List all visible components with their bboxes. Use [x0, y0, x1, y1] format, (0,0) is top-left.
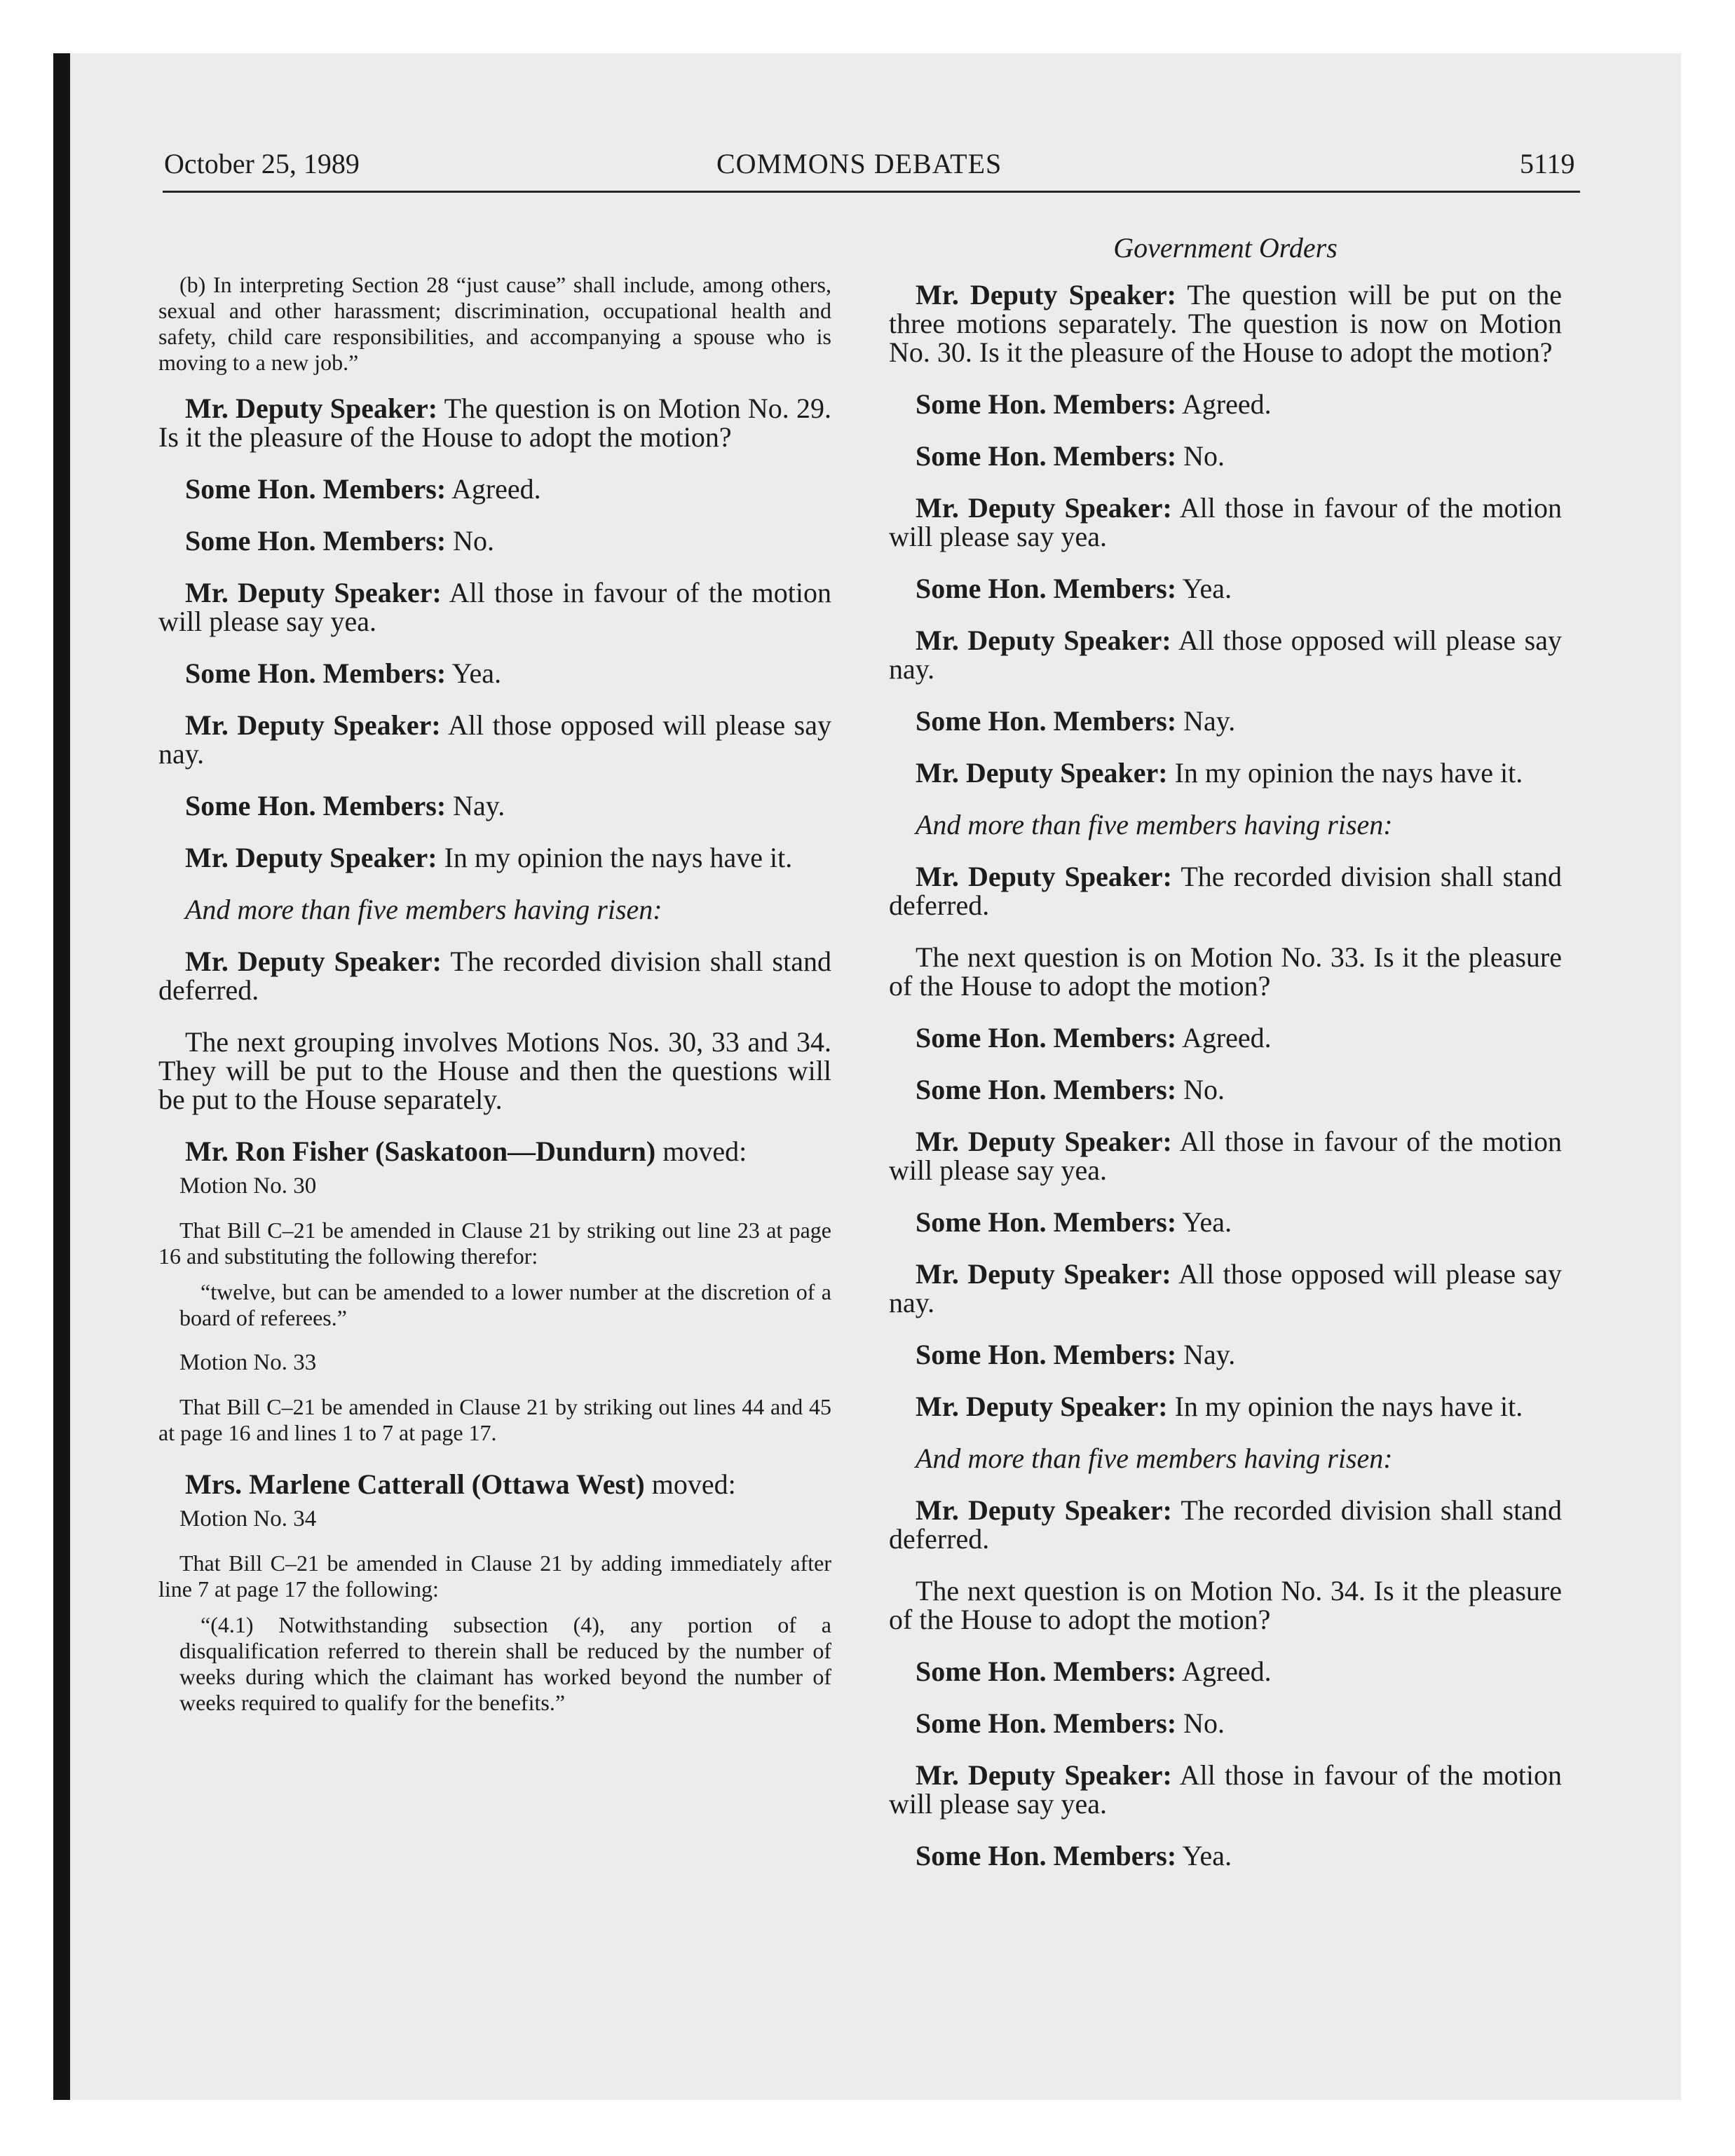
speech-continuation: The next question is on Motion No. 34. Is it the pleasure of the House to adopt the motion? [889, 1575, 1562, 1635]
speaker-name: Mr. Deputy Speaker: [916, 1759, 1172, 1791]
speech-text: The question is on Motion No. 29. Is it the pleasure of the House to adopt the motion? [158, 393, 832, 453]
speaker-name: Mr. Deputy Speaker: [916, 861, 1172, 892]
amendment-text: (b) In interpreting Section 28 “just cause” shall include, among others, sexual and other harassment; discrimination, occupational health and safety, child care responsibilities, and accompanying a spouse who is moving to a new job.” [158, 272, 831, 375]
motion-text: That Bill C–21 be amended in Clause 21 by striking out lines 44 and 45 at page 16 and lines 1 to 7 at page 17. [158, 1394, 831, 1445]
page-title: COMMONS DEBATES [716, 148, 1002, 179]
speech-text: In my opinion the nays have it. [1167, 1391, 1523, 1422]
speech-text: All those opposed will please say nay. [889, 1258, 1562, 1318]
speaker-name: Mr. Deputy Speaker: [916, 1494, 1172, 1526]
speech-text: All those in favour of the motion will please say yea. [889, 1126, 1563, 1186]
speech [889, 626, 1562, 683]
speech-text: The recorded division shall stand deferred. [889, 861, 1562, 921]
speech-text: The question will be put on the three motions separately. The question is now on Motion No. 30. Is it the pleasure of the House to adopt the motion? [889, 279, 1562, 368]
speech-text: All those in favour of the motion will please say yea. [158, 577, 832, 637]
scan-border [53, 53, 70, 2100]
speech [889, 1260, 1562, 1317]
speaker-name: Some Hon. Members: [916, 1074, 1177, 1105]
speech-text: No. [446, 525, 495, 557]
speaker-name: Mr. Deputy Speaker: [916, 1391, 1168, 1422]
speech [889, 1496, 1562, 1553]
speech-text: Yea. [1176, 1206, 1232, 1238]
speech-text: No. [1176, 1074, 1225, 1105]
left-column [158, 231, 831, 1734]
speech [158, 947, 831, 1004]
stage-direction: And more than five members having risen: [916, 1442, 1393, 1474]
speech [889, 1075, 1562, 1104]
speaker-name: Some Hon. Members: [916, 1707, 1177, 1739]
speech-continuation: The next grouping involves Motions Nos. 30, 33 and 34. They will be put to the House and then the questions will be put to the House separately. [158, 1026, 831, 1115]
page-date: October 25, 1989 [164, 148, 360, 179]
speech [889, 862, 1562, 920]
speech-text: moved: [644, 1468, 736, 1500]
speech [889, 493, 1562, 551]
speaker-name: Mr. Deputy Speaker: [916, 625, 1171, 656]
speaker-name: Mr. Deputy Speaker: [916, 1126, 1172, 1157]
speaker-name: Some Hon. Members: [916, 1840, 1177, 1871]
page-number: 5119 [1520, 148, 1575, 179]
speech [889, 442, 1562, 470]
speaker-name: Some Hon. Members: [185, 473, 447, 505]
speech-text: Nay. [446, 790, 505, 821]
speech-text: All those opposed will please say nay. [889, 625, 1562, 685]
speech-text: Nay. [1176, 1339, 1236, 1370]
speech [889, 758, 1562, 787]
speaker-name: Mr. Deputy Speaker: [185, 393, 438, 424]
speaker-name: Mr. Deputy Speaker: [916, 1258, 1171, 1290]
speech [158, 659, 831, 688]
motion-number: Motion No. 30 [179, 1173, 317, 1199]
right-column [889, 231, 1562, 1893]
speaker-name: Some Hon. Members: [916, 1339, 1177, 1370]
section-title: Government Orders [1113, 232, 1338, 264]
speech [889, 574, 1562, 603]
speaker-name: Mr. Deputy Speaker: [185, 842, 437, 873]
stage-direction: And more than five members having risen: [185, 894, 662, 925]
motion-number: Motion No. 34 [179, 1506, 317, 1531]
speech [158, 526, 831, 555]
speech-text: The recorded division shall stand deferred. [158, 946, 831, 1006]
speaker-name: Some Hon. Members: [185, 790, 447, 821]
speech-text: All those in favour of the motion will please say yea. [889, 492, 1563, 552]
speech [889, 1127, 1562, 1185]
motion-quote: “(4.1) Notwithstanding subsection (4), any portion of a disqualification referred to therein shall be reduced by the number of weeks during which the claimant has worked beyond the number of weeks required to qualify for the benefits.” [179, 1612, 831, 1715]
speech [158, 578, 831, 636]
speech-text: Agreed. [446, 473, 541, 505]
speaker-name: Mr. Deputy Speaker: [916, 492, 1172, 524]
speaker-name: Some Hon. Members: [185, 525, 447, 557]
speaker-name: Some Hon. Members: [916, 573, 1177, 604]
speech-text: All those in favour of the motion will please say yea. [889, 1759, 1563, 1820]
speech-text: Agreed. [1176, 388, 1272, 420]
motion-text: That Bill C–21 be amended in Clause 21 by adding immediately after line 7 at page 17 the following: [158, 1550, 831, 1602]
speech-text: Nay. [1176, 705, 1236, 737]
speaker-name: Some Hon. Members: [916, 1206, 1177, 1238]
speech [889, 1023, 1562, 1052]
speaker-name: Mrs. Marlene Catterall (Ottawa West) [185, 1468, 645, 1500]
speech [889, 1657, 1562, 1686]
speaker-name: Some Hon. Members: [916, 440, 1177, 472]
speaker-name: Some Hon. Members: [916, 388, 1177, 420]
speech-continuation: The next question is on Motion No. 33. Is it the pleasure of the House to adopt the motion? [889, 941, 1562, 1002]
speech-text: No. [1176, 1707, 1225, 1739]
speech [158, 711, 831, 768]
speech [158, 843, 831, 872]
speech-text: The recorded division shall stand deferred. [889, 1494, 1562, 1555]
speech [889, 1761, 1562, 1818]
speech-text: Yea. [1176, 573, 1232, 604]
speaker-name: Some Hon. Members: [916, 705, 1177, 737]
speech [158, 394, 831, 451]
speaker-name: Mr. Ron Fisher (Saskatoon—Dundurn) [185, 1135, 656, 1167]
stage-direction: And more than five members having risen: [916, 809, 1393, 840]
motion-mover [158, 1137, 831, 1166]
speech [158, 475, 831, 503]
motion-number: Motion No. 33 [179, 1350, 317, 1375]
motion-mover [158, 1470, 831, 1499]
speech [889, 1392, 1562, 1421]
speech [158, 791, 831, 820]
speech-text: Yea. [1176, 1840, 1232, 1871]
header-rule [163, 191, 1580, 193]
speech-text: Yea. [446, 657, 502, 689]
speech-text: Agreed. [1176, 1022, 1272, 1053]
speaker-name: Mr. Deputy Speaker: [185, 577, 442, 608]
speech-text: No. [1176, 440, 1225, 472]
speech [889, 1208, 1562, 1236]
speaker-name: Some Hon. Members: [916, 1022, 1177, 1053]
motion-text: That Bill C–21 be amended in Clause 21 by striking out line 23 at page 16 and substituting the following therefor: [158, 1217, 831, 1269]
speech-text: In my opinion the nays have it. [1167, 757, 1523, 789]
speaker-name: Some Hon. Members: [916, 1656, 1177, 1687]
speech [889, 280, 1562, 367]
speaker-name: Some Hon. Members: [185, 657, 447, 689]
speech [889, 390, 1562, 418]
speech-text: Agreed. [1176, 1656, 1272, 1687]
speech [889, 707, 1562, 735]
speech [889, 1841, 1562, 1870]
speech-text: moved: [655, 1135, 747, 1167]
speaker-name: Mr. Deputy Speaker: [185, 946, 442, 977]
speech-text: In my opinion the nays have it. [437, 842, 793, 873]
speaker-name: Mr. Deputy Speaker: [916, 757, 1168, 789]
speaker-name: Mr. Deputy Speaker: [185, 709, 441, 741]
speech [889, 1340, 1562, 1369]
motion-quote: “twelve, but can be amended to a lower number at the discretion of a board of referees.” [179, 1279, 831, 1330]
speech-text: All those opposed will please say nay. [158, 709, 831, 770]
speech [889, 1709, 1562, 1738]
speaker-name: Mr. Deputy Speaker: [916, 279, 1176, 311]
